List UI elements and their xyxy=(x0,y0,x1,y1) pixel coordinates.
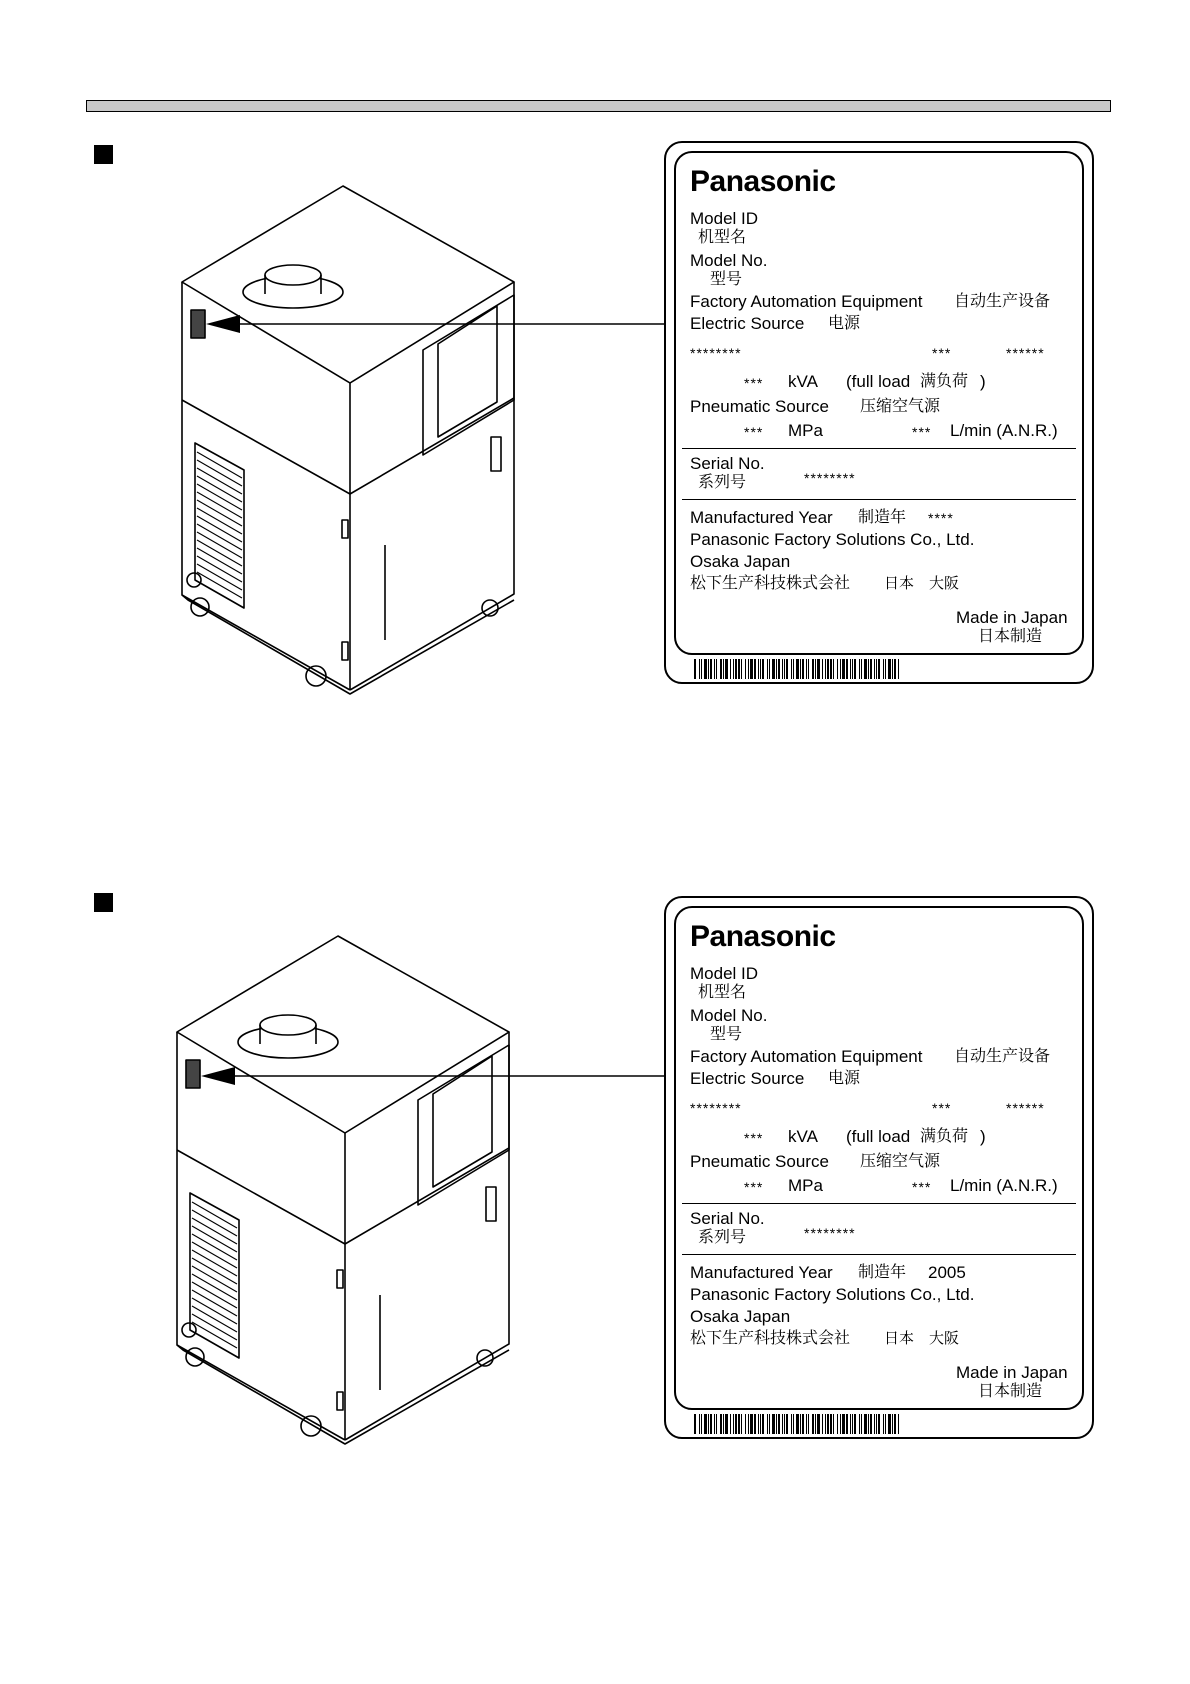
made-in-label: Made in Japan xyxy=(956,608,1068,627)
barcode-bar xyxy=(861,1414,862,1434)
barcode-bar xyxy=(710,659,712,679)
electric-value-a: ******** xyxy=(690,1100,742,1116)
barcode-bar xyxy=(898,1414,899,1434)
kva-unit: kVA xyxy=(788,1127,818,1146)
barcode-bar xyxy=(760,659,761,679)
barcode-bar xyxy=(714,1414,715,1434)
barcode-bar xyxy=(817,659,820,679)
barcode-bar xyxy=(772,659,775,679)
section-bullet-2 xyxy=(94,893,113,912)
barcode-bar xyxy=(850,1414,851,1434)
barcode-bar xyxy=(782,659,783,679)
mpa-unit: MPa xyxy=(788,1176,823,1195)
barcode-bar xyxy=(840,1414,841,1434)
electric-value-a: ******** xyxy=(690,345,742,361)
model-id-label: Model ID xyxy=(690,964,759,983)
divider-rule xyxy=(682,499,1076,500)
barcode-bar xyxy=(894,659,896,679)
nameplate-2 xyxy=(664,896,1094,1439)
barcode-bar xyxy=(735,1414,737,1434)
serial-no-cn-label: 系列号 xyxy=(698,472,747,491)
company-name: Panasonic Factory Solutions Co., Ltd. xyxy=(690,530,975,549)
lmin-unit: L/min (A.N.R.) xyxy=(950,421,1058,440)
model-id-cn-label: 机型名 xyxy=(698,227,747,246)
barcode-bar xyxy=(817,1414,820,1434)
barcode-bar xyxy=(750,659,753,679)
barcode-bar xyxy=(815,1414,816,1434)
serial-no-value: ******** xyxy=(804,470,856,486)
barcode-bar xyxy=(854,1414,856,1434)
barcode-bar xyxy=(694,659,696,679)
barcode-bar xyxy=(704,1414,707,1434)
manufactured-year-cn-label: 制造年 xyxy=(858,507,907,526)
company-name-cn: 松下生产科技株式会社 xyxy=(690,1328,851,1347)
barcode-bar xyxy=(808,659,809,679)
barcode-bar xyxy=(870,1414,872,1434)
barcode-bar xyxy=(883,1414,884,1434)
barcode-bar xyxy=(748,1414,749,1434)
nameplate-1 xyxy=(664,141,1094,684)
electric-value-b: *** xyxy=(932,345,952,361)
divider-rule xyxy=(682,1203,1076,1204)
manufactured-year-value: 2005 xyxy=(928,1263,966,1282)
barcode-bar xyxy=(769,1414,770,1434)
barcode-bar xyxy=(708,659,709,679)
barcode-bar xyxy=(859,659,860,679)
pneumatic-source-cn-label: 压缩空气源 xyxy=(860,1151,941,1170)
barcode-bar xyxy=(842,659,845,679)
barcode-bar xyxy=(754,659,756,679)
full-load-label: (full load xyxy=(846,1127,911,1146)
barcode-bar xyxy=(885,659,886,679)
barcode-bar xyxy=(878,1414,880,1434)
full-load-cn-label: 满负荷 xyxy=(920,371,969,390)
manufactured-year-label: Manufactured Year xyxy=(690,508,833,527)
electric-source-cn-label: 电源 xyxy=(828,313,861,332)
model-id-cn-label: 机型名 xyxy=(698,982,747,1001)
barcode-bar xyxy=(791,659,792,679)
kva-value: *** xyxy=(744,375,764,391)
barcode-bar xyxy=(806,659,807,679)
barcode-bar xyxy=(885,1414,886,1434)
barcode-bar xyxy=(786,659,788,679)
header-rule-bar xyxy=(86,100,1111,112)
kva-value: *** xyxy=(744,1130,764,1146)
made-in-label: Made in Japan xyxy=(956,1363,1068,1382)
barcode-bar xyxy=(892,1414,893,1434)
company-city: Osaka Japan xyxy=(690,552,791,571)
barcode-bar xyxy=(769,659,770,679)
barcode-bar xyxy=(778,1414,780,1434)
barcode-bar xyxy=(812,1414,814,1434)
barcode-bar xyxy=(868,659,869,679)
barcode-bar xyxy=(861,659,862,679)
barcode-bar xyxy=(846,659,848,679)
barcode-bar xyxy=(864,1414,867,1434)
barcode-bar xyxy=(837,659,838,679)
barcode-bar xyxy=(827,659,829,679)
barcode-bar xyxy=(708,1414,709,1434)
equipment-cn-label: 自动生产设备 xyxy=(954,1046,1051,1065)
model-no-label: Model No. xyxy=(690,251,768,270)
barcode-bar xyxy=(822,1414,823,1434)
barcode-bar xyxy=(808,1414,809,1434)
barcode-bar xyxy=(738,659,740,679)
barcode-bar xyxy=(852,659,853,679)
barcode-bar xyxy=(876,659,877,679)
barcode-bar xyxy=(723,659,724,679)
mpa-value: *** xyxy=(744,1179,764,1195)
pneumatic-source-label: Pneumatic Source xyxy=(690,397,829,416)
mpa-value: *** xyxy=(744,424,764,440)
lmin-value: *** xyxy=(912,1179,932,1195)
barcode-bar xyxy=(720,659,722,679)
barcode-bar xyxy=(714,659,715,679)
barcode-bar xyxy=(870,659,872,679)
barcode-bar xyxy=(793,1414,794,1434)
barcode-bar xyxy=(782,1414,783,1434)
barcode-bar xyxy=(716,659,717,679)
barcode-bar xyxy=(822,659,823,679)
barcode-bar xyxy=(699,659,700,679)
barcode-bar xyxy=(733,659,734,679)
serial-no-cn-label: 系列号 xyxy=(698,1227,747,1246)
model-no-label: Model No. xyxy=(690,1006,768,1025)
barcode-bar xyxy=(733,1414,734,1434)
full-load-label: (full load xyxy=(846,372,911,391)
barcode-bar xyxy=(791,1414,792,1434)
barcode-bar xyxy=(876,1414,877,1434)
barcode-bar xyxy=(864,659,867,679)
barcode-bar xyxy=(840,659,841,679)
pneumatic-source-label: Pneumatic Source xyxy=(690,1152,829,1171)
manufactured-year-value: **** xyxy=(928,510,954,526)
barcode-bar xyxy=(892,659,893,679)
equipment-cn-label: 自动生产设备 xyxy=(954,291,1051,310)
serial-no-value: ******** xyxy=(804,1225,856,1241)
barcode-bar xyxy=(762,659,764,679)
full-load-close: ) xyxy=(980,372,986,391)
barcode-bar xyxy=(701,659,702,679)
barcode-bar xyxy=(767,659,768,679)
barcode-bar xyxy=(793,659,794,679)
barcode-bar xyxy=(704,659,707,679)
model-no-cn-label: 型号 xyxy=(710,1024,743,1043)
barcode-bar xyxy=(701,1414,702,1434)
company-city: Osaka Japan xyxy=(690,1307,791,1326)
barcode-bar xyxy=(883,659,884,679)
barcode-bar xyxy=(800,1414,801,1434)
electric-source-label: Electric Source xyxy=(690,1069,805,1088)
lmin-value: *** xyxy=(912,424,932,440)
barcode-bar xyxy=(894,1414,896,1434)
barcode-bar xyxy=(854,659,856,679)
barcode-bar xyxy=(874,659,875,679)
equipment-label: Factory Automation Equipment xyxy=(690,292,923,311)
barcode-bar xyxy=(850,659,851,679)
barcode-bar xyxy=(767,1414,768,1434)
barcode-bar xyxy=(786,1414,788,1434)
barcode-bar xyxy=(762,1414,764,1434)
barcode-bar xyxy=(874,1414,875,1434)
barcode-bar xyxy=(802,659,804,679)
barcode-bar xyxy=(748,659,749,679)
barcode-bar xyxy=(699,1414,700,1434)
panasonic-logo: Panasonic xyxy=(690,165,836,198)
barcode-bar xyxy=(758,1414,759,1434)
company-city-cn: 日本 大阪 xyxy=(884,1329,960,1347)
barcode-bar xyxy=(730,1414,731,1434)
barcode-bar xyxy=(806,1414,807,1434)
barcode-bar xyxy=(758,659,759,679)
barcode-bar xyxy=(812,659,814,679)
company-city-cn: 日本 大阪 xyxy=(884,574,960,592)
barcode-bar xyxy=(796,659,799,679)
barcode-bar xyxy=(815,659,816,679)
barcode-bar xyxy=(745,659,746,679)
barcode xyxy=(694,659,902,679)
electric-value-b: *** xyxy=(932,1100,952,1116)
barcode-bar xyxy=(720,1414,722,1434)
barcode-bar xyxy=(796,1414,799,1434)
company-name-cn: 松下生产科技株式会社 xyxy=(690,573,851,592)
barcode-bar xyxy=(754,1414,756,1434)
barcode-bar xyxy=(730,659,731,679)
barcode-bar xyxy=(833,659,834,679)
barcode-bar xyxy=(725,1414,728,1434)
barcode-bar xyxy=(825,659,826,679)
manufactured-year-label: Manufactured Year xyxy=(690,1263,833,1282)
electric-value-c: ****** xyxy=(1006,345,1045,361)
barcode-bar xyxy=(830,1414,832,1434)
barcode-bar xyxy=(738,1414,740,1434)
serial-no-label: Serial No. xyxy=(690,454,765,473)
barcode-bar xyxy=(888,1414,891,1434)
barcode-bar xyxy=(802,1414,804,1434)
barcode-bar xyxy=(842,1414,845,1434)
barcode-bar xyxy=(800,659,801,679)
electric-source-cn-label: 电源 xyxy=(828,1068,861,1087)
barcode-bar xyxy=(778,659,780,679)
model-id-label: Model ID xyxy=(690,209,759,228)
barcode-bar xyxy=(898,659,899,679)
serial-no-label: Serial No. xyxy=(690,1209,765,1228)
barcode-bar xyxy=(745,1414,746,1434)
barcode-bar xyxy=(825,1414,826,1434)
mpa-unit: MPa xyxy=(788,421,823,440)
barcode-bar xyxy=(868,1414,869,1434)
barcode-bar xyxy=(878,659,880,679)
barcode-bar xyxy=(750,1414,753,1434)
barcode-bar xyxy=(741,659,742,679)
electric-source-label: Electric Source xyxy=(690,314,805,333)
barcode-bar xyxy=(784,1414,785,1434)
barcode-bar xyxy=(827,1414,829,1434)
barcode-bar xyxy=(716,1414,717,1434)
lmin-unit: L/min (A.N.R.) xyxy=(950,1176,1058,1195)
barcode-bar xyxy=(694,1414,696,1434)
barcode-bar xyxy=(725,659,728,679)
barcode-bar xyxy=(772,1414,775,1434)
barcode-bar xyxy=(837,1414,838,1434)
barcode-bar xyxy=(859,1414,860,1434)
electric-value-c: ****** xyxy=(1006,1100,1045,1116)
equipment-label: Factory Automation Equipment xyxy=(690,1047,923,1066)
full-load-close: ) xyxy=(980,1127,986,1146)
barcode-bar xyxy=(852,1414,853,1434)
made-in-cn-label: 日本制造 xyxy=(978,626,1043,645)
barcode-bar xyxy=(710,1414,712,1434)
made-in-cn-label: 日本制造 xyxy=(978,1381,1043,1400)
model-no-cn-label: 型号 xyxy=(710,269,743,288)
pneumatic-source-cn-label: 压缩空气源 xyxy=(860,396,941,415)
barcode xyxy=(694,1414,902,1434)
panasonic-logo: Panasonic xyxy=(690,920,836,953)
barcode-bar xyxy=(760,1414,761,1434)
section-bullet-1 xyxy=(94,145,113,164)
kva-unit: kVA xyxy=(788,372,818,391)
barcode-bar xyxy=(723,1414,724,1434)
barcode-bar xyxy=(846,1414,848,1434)
full-load-cn-label: 满负荷 xyxy=(920,1126,969,1145)
barcode-bar xyxy=(830,659,832,679)
divider-rule xyxy=(682,448,1076,449)
divider-rule xyxy=(682,1254,1076,1255)
barcode-bar xyxy=(784,659,785,679)
barcode-bar xyxy=(741,1414,742,1434)
barcode-bar xyxy=(833,1414,834,1434)
barcode-bar xyxy=(888,659,891,679)
company-name: Panasonic Factory Solutions Co., Ltd. xyxy=(690,1285,975,1304)
barcode-bar xyxy=(776,1414,777,1434)
barcode-bar xyxy=(735,659,737,679)
manufactured-year-cn-label: 制造年 xyxy=(858,1262,907,1281)
barcode-bar xyxy=(776,659,777,679)
